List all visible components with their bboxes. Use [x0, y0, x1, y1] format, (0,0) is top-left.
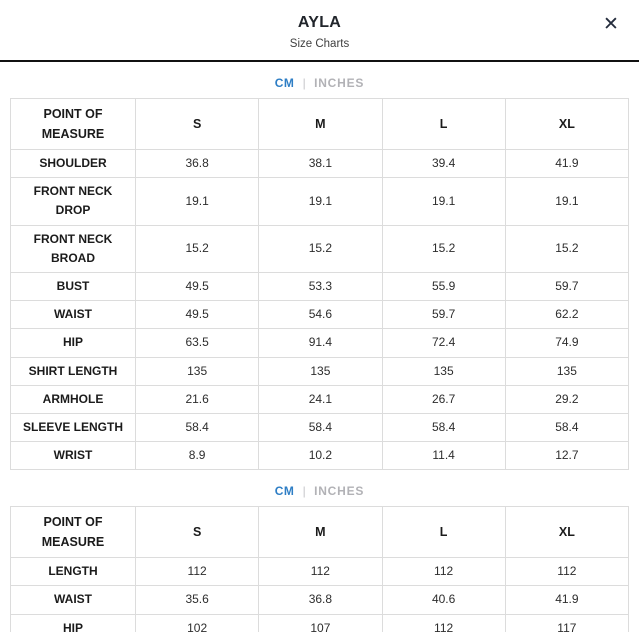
measurement-cell: 19.1: [259, 178, 382, 225]
measurement-cell: 54.6: [259, 301, 382, 329]
table-row: [11, 225, 629, 272]
measurement-cell: 135: [505, 357, 628, 385]
measurement-cell: 107: [259, 614, 382, 632]
measurement-cell: 58.4: [136, 413, 259, 441]
size-column-header: M: [259, 99, 382, 150]
table-row: [11, 301, 629, 329]
measurement-cell: 15.2: [259, 225, 382, 272]
measurement-cell: 36.8: [136, 150, 259, 178]
measurement-cell: 58.4: [382, 413, 505, 441]
measurement-cell: 36.8: [259, 586, 382, 614]
unit-cm-button[interactable]: CM: [274, 484, 295, 499]
measurement-cell: 49.5: [136, 301, 259, 329]
row-label: LENGTH: [11, 558, 136, 586]
table-row: [11, 413, 629, 441]
unit-inches-button[interactable]: INCHES: [314, 76, 365, 90]
measurement-cell: 102: [136, 614, 259, 632]
table-row: [11, 357, 629, 385]
table-row: [11, 178, 629, 225]
size-column-header: XL: [505, 99, 628, 150]
measurement-cell: 24.1: [259, 385, 382, 413]
modal-subtitle: Size Charts: [289, 38, 350, 51]
row-label: HIP: [11, 614, 136, 632]
measurement-cell: 58.4: [505, 413, 628, 441]
measurement-cell: 15.2: [382, 225, 505, 272]
row-label: HIP: [11, 329, 136, 357]
modal-header: [0, 0, 639, 62]
row-label: SHOULDER: [11, 150, 136, 178]
measurement-cell: 19.1: [382, 178, 505, 225]
measurement-cell: 21.6: [136, 385, 259, 413]
measurement-cell: 112: [382, 614, 505, 632]
table-row: [11, 586, 629, 614]
unit-toggle-top: [10, 76, 629, 90]
row-label: WAIST: [11, 586, 136, 614]
row-label: BUST: [11, 272, 136, 300]
measurement-cell: 55.9: [382, 272, 505, 300]
measurement-cell: 19.1: [505, 178, 628, 225]
row-label: ARMHOLE: [11, 385, 136, 413]
header-row: [11, 99, 629, 150]
measurement-cell: 72.4: [382, 329, 505, 357]
measurement-cell: 53.3: [259, 272, 382, 300]
measurement-cell: 41.9: [505, 586, 628, 614]
measurement-cell: 26.7: [382, 385, 505, 413]
size-chart-table-bottom: [10, 506, 629, 632]
product-title: AYLA: [297, 14, 342, 31]
row-label: SLEEVE LENGTH: [11, 413, 136, 441]
point-of-measure-header: POINT OF MEASURE: [11, 507, 136, 558]
measurement-cell: 39.4: [382, 150, 505, 178]
measurement-cell: 35.6: [136, 586, 259, 614]
measurement-cell: 112: [505, 558, 628, 586]
measurement-cell: 63.5: [136, 329, 259, 357]
row-label: WRIST: [11, 442, 136, 470]
measurement-cell: 19.1: [136, 178, 259, 225]
table-row: [11, 150, 629, 178]
unit-toggle-separator: |: [302, 484, 306, 499]
unit-toggle-bottom: [10, 484, 629, 498]
measurement-cell: 91.4: [259, 329, 382, 357]
measurement-cell: 15.2: [136, 225, 259, 272]
unit-cm-button[interactable]: CM: [274, 76, 295, 90]
row-label: FRONT NECK BROAD: [11, 225, 136, 272]
measurement-cell: 40.6: [382, 586, 505, 614]
measurement-cell: 11.4: [382, 442, 505, 470]
size-column-header: S: [136, 507, 259, 558]
measurement-cell: 59.7: [382, 301, 505, 329]
table-row: [11, 329, 629, 357]
measurement-cell: 135: [136, 357, 259, 385]
measurement-cell: 8.9: [136, 442, 259, 470]
close-icon[interactable]: ✕: [597, 10, 625, 38]
measurement-cell: 38.1: [259, 150, 382, 178]
size-chart-table-top: [10, 98, 629, 470]
measurement-cell: 12.7: [505, 442, 628, 470]
measurement-cell: 59.7: [505, 272, 628, 300]
row-label: FRONT NECK DROP: [11, 178, 136, 225]
point-of-measure-header: POINT OF MEASURE: [11, 99, 136, 150]
row-label: WAIST: [11, 301, 136, 329]
table-row: [11, 385, 629, 413]
measurement-cell: 15.2: [505, 225, 628, 272]
table-row: [11, 272, 629, 300]
measurement-cell: 135: [259, 357, 382, 385]
measurement-cell: 29.2: [505, 385, 628, 413]
header-row: [11, 507, 629, 558]
measurement-cell: 10.2: [259, 442, 382, 470]
modal-content: [0, 76, 639, 632]
measurement-cell: 41.9: [505, 150, 628, 178]
row-label: SHIRT LENGTH: [11, 357, 136, 385]
measurement-cell: 117: [505, 614, 628, 632]
size-column-header: S: [136, 99, 259, 150]
measurement-cell: 112: [382, 558, 505, 586]
size-column-header: M: [259, 507, 382, 558]
measurement-cell: 112: [136, 558, 259, 586]
table-row: [11, 614, 629, 632]
unit-inches-button[interactable]: INCHES: [314, 484, 365, 499]
measurement-cell: 49.5: [136, 272, 259, 300]
table-row: [11, 442, 629, 470]
table-row: [11, 558, 629, 586]
size-column-header: L: [382, 99, 505, 150]
size-column-header: L: [382, 507, 505, 558]
measurement-cell: 62.2: [505, 301, 628, 329]
measurement-cell: 58.4: [259, 413, 382, 441]
size-column-header: XL: [505, 507, 628, 558]
measurement-cell: 112: [259, 558, 382, 586]
measurement-cell: 74.9: [505, 329, 628, 357]
measurement-cell: 135: [382, 357, 505, 385]
unit-toggle-separator: |: [302, 76, 306, 90]
